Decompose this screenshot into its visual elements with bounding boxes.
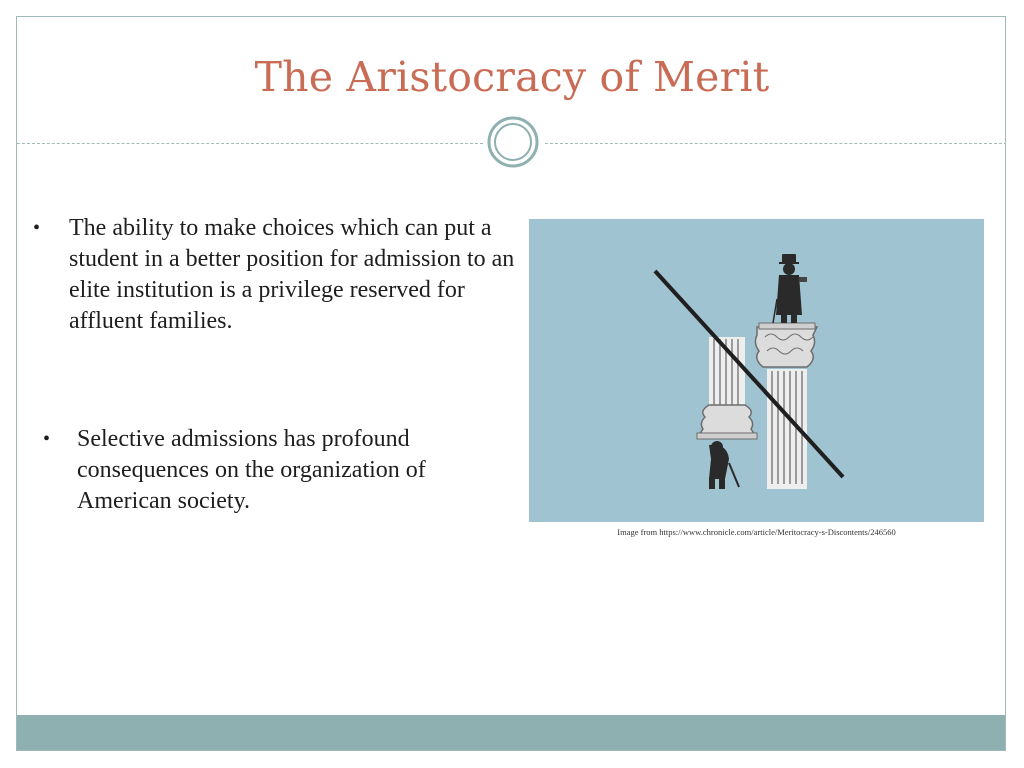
image-caption: Image from https://www.chronicle.com/article/Meritocracy-s-Discontents/246560 (617, 527, 896, 537)
bullet-dot: • (43, 428, 51, 450)
title-divider-right (545, 143, 1006, 144)
bullet-text-2: Selective admissions has profound consequences on the organization of American society. (77, 426, 426, 514)
slide (16, 16, 1006, 751)
bullet-item-1 (33, 213, 533, 353)
meritocracy-illustration-icon (529, 219, 984, 522)
slide-title: The Aristocracy of Merit (254, 53, 770, 101)
bullet-dot: • (33, 217, 41, 239)
footer-bar (17, 715, 1006, 751)
bullet-text-1: The ability to make choices which can put a student in a better position for admission to an elite institution is a privilege reserved for affluent families. (69, 215, 515, 334)
ring-ornament-icon (487, 116, 539, 168)
illustration-graphic (529, 219, 984, 522)
title-divider-left (17, 143, 483, 144)
bullet-item-2 (43, 424, 533, 534)
